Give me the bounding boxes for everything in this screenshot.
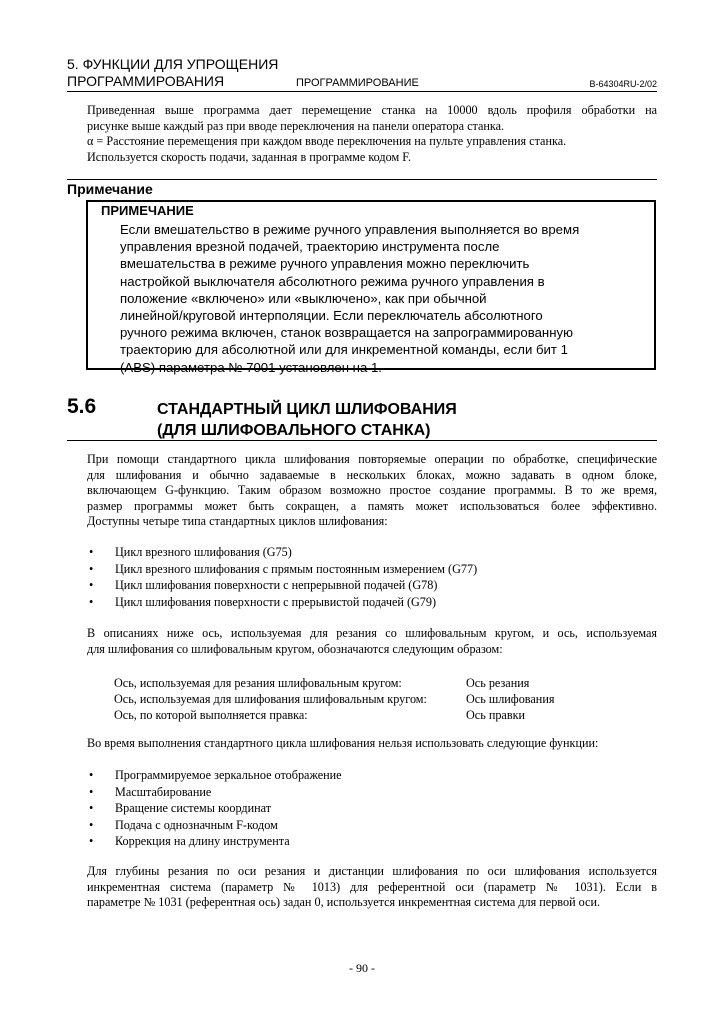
note-line: Если вмешательство в режиме ручного управления выполняется во время xyxy=(120,222,580,237)
intro-line: α = Расстояние перемещения при каждом вводе переключения на пульте управления станка. xyxy=(87,134,567,149)
note-box xyxy=(86,200,656,375)
list-item xyxy=(87,800,342,817)
note-line: вмешательства в режиме ручного управления можно переключить xyxy=(120,256,530,272)
bullet-icon: • xyxy=(89,834,94,848)
paragraph-line: включающем G-функцию. Таким образом возможно простое создание программы. В то же время, xyxy=(87,483,657,498)
list-item-text: Коррекция на длину инструмента xyxy=(115,834,290,848)
list-item-text: Масштабирование xyxy=(115,784,212,799)
bullet-icon: • xyxy=(89,784,94,799)
intro-line: Используется скорость подачи, заданная в программе кодом F. xyxy=(87,149,412,164)
chapter-title xyxy=(67,56,278,90)
section-title xyxy=(157,399,457,441)
note-line: ручного режима включен, станок возвращается на запрограммированную xyxy=(120,325,573,341)
list-item xyxy=(87,577,477,594)
axis-description: Ось, используемая для резания шлифовальным кругом: xyxy=(114,676,402,690)
axes-paragraph xyxy=(87,626,657,657)
list-item-text: Цикл шлифования поверхности с прерывистой подачей (G79) xyxy=(115,594,437,609)
paragraph-line: для шлифования и обычно задаваемые в нескольких блоках, можно задавать в одном блоке, xyxy=(87,467,657,482)
list-item-text: Цикл врезного шлифования (G75) xyxy=(115,545,292,559)
cycle-list xyxy=(87,544,477,610)
chapter-title-line1: 5. ФУНКЦИИ ДЛЯ УПРОЩЕНИЯ xyxy=(67,56,279,72)
list-item xyxy=(87,817,342,834)
section-running-head: ПРОГРАММИРОВАНИЕ xyxy=(296,77,419,89)
axis-name: Ось резания xyxy=(466,676,530,690)
note-line: управления врезной подачей, траекторию инструмента после xyxy=(120,239,500,255)
list-item xyxy=(87,544,477,561)
bullet-icon: • xyxy=(89,545,94,559)
list-item-text: Цикл врезного шлифования с прямым постоянным измерением (G77) xyxy=(115,561,478,576)
section-title-line2: (ДЛЯ ШЛИФОВАЛЬНОГО СТАНКА) xyxy=(157,422,431,439)
note-line: линейной/круговой интерполяции. Если переключатель абсолютного xyxy=(120,308,543,324)
section-number: 5.6 xyxy=(67,395,97,418)
bullet-icon: • xyxy=(89,561,94,576)
axis-name: Ось правки xyxy=(466,708,526,722)
list-item xyxy=(87,767,342,784)
page-number: - 90 - xyxy=(349,961,375,975)
paragraph-line: для шлифования со шлифовальным кругом, обозначаются следующим образом: xyxy=(87,641,503,656)
paragraph-line: Доступны четыре типа стандартных циклов шлифования: xyxy=(87,514,388,529)
list-item xyxy=(87,784,342,801)
section-rule xyxy=(67,440,657,441)
note-box-body xyxy=(120,221,640,376)
note-heading: Примечание xyxy=(67,181,153,197)
axis-description: Ось, используемая для шлифования шлифовальным кругом: xyxy=(114,692,427,706)
intro-line: рисунке выше каждый раз при вводе переключения на панели оператора станка. xyxy=(87,118,505,133)
increment-paragraph xyxy=(87,864,657,911)
bullet-icon: • xyxy=(89,594,94,609)
list-item xyxy=(87,561,477,578)
note-rule xyxy=(67,179,657,180)
bullet-icon: • xyxy=(89,801,94,815)
intro-paragraph xyxy=(87,103,657,165)
note-line: положение «включено» или «выключено», как при обычной xyxy=(120,290,487,306)
table-row xyxy=(114,691,554,707)
axis-description: Ось, по которой выполняется правка: xyxy=(114,708,308,722)
note-line: (ABS) параметра № 7001 установлен на 1. xyxy=(120,359,382,375)
list-item-text: Вращение системы координат xyxy=(115,801,272,815)
axes-table xyxy=(114,675,554,723)
table-row xyxy=(114,675,554,691)
document-id: B-64304RU-2/02 xyxy=(589,79,657,89)
paragraph-line: инкрементная система (параметр № 1013) для референтной оси (параметр № 1031). Если в xyxy=(87,879,657,894)
section-title-line1: СТАНДАРТНЫЙ ЦИКЛ ШЛИФОВАНИЯ xyxy=(157,401,457,418)
axis-name: Ось шлифования xyxy=(466,692,555,706)
table-row xyxy=(114,707,554,723)
note-line: настройкой выключателя абсолютного режима ручного управления в xyxy=(120,273,545,289)
paragraph-line: При помощи стандартного цикла шлифования повторяемые операции по обработке, специфические xyxy=(87,452,657,466)
bullet-icon: • xyxy=(89,768,94,782)
bullet-icon: • xyxy=(89,578,94,592)
paragraph-line: размер программы может быть сокращен, а память может использоваться более эффективно. xyxy=(87,498,657,513)
paragraph-line: Для глубины резания по оси резания и дистанции шлифования по оси шлифования используется xyxy=(87,864,657,878)
intro-line: Приведенная выше программа дает перемещение станка на 10000 вдоль профиля обработки на xyxy=(87,103,657,117)
restriction-list xyxy=(87,767,342,850)
list-item-text: Подача с однозначным F-кодом xyxy=(115,817,278,832)
paragraph-line: В описаниях ниже ось, используемая для резания со шлифовальным кругом, и ось, используемая xyxy=(87,626,657,640)
list-item-text: Цикл шлифования поверхности с непрерывной подачей (G78) xyxy=(115,578,438,592)
list-item-text: Программируемое зеркальное отображение xyxy=(115,768,342,782)
chapter-title-line2: ПРОГРАММИРОВАНИЯ xyxy=(67,73,225,89)
section-intro-paragraph xyxy=(87,452,657,530)
list-item xyxy=(87,594,477,611)
list-item xyxy=(87,833,342,850)
note-box-title: ПРИМЕЧАНИЕ xyxy=(101,203,194,218)
bullet-icon: • xyxy=(89,817,94,832)
paragraph-line: параметре № 1031 (референтная ось) задан 0, используется инкрементная система для первой оси. xyxy=(87,895,601,910)
restrictions-intro: Во время выполнения стандартного цикла шлифования нельзя использовать следующие функции: xyxy=(87,736,599,750)
note-line: траекторию для абсолютной или для инкрементной команды, если бит 1 xyxy=(120,342,568,358)
header-rule xyxy=(67,91,657,92)
